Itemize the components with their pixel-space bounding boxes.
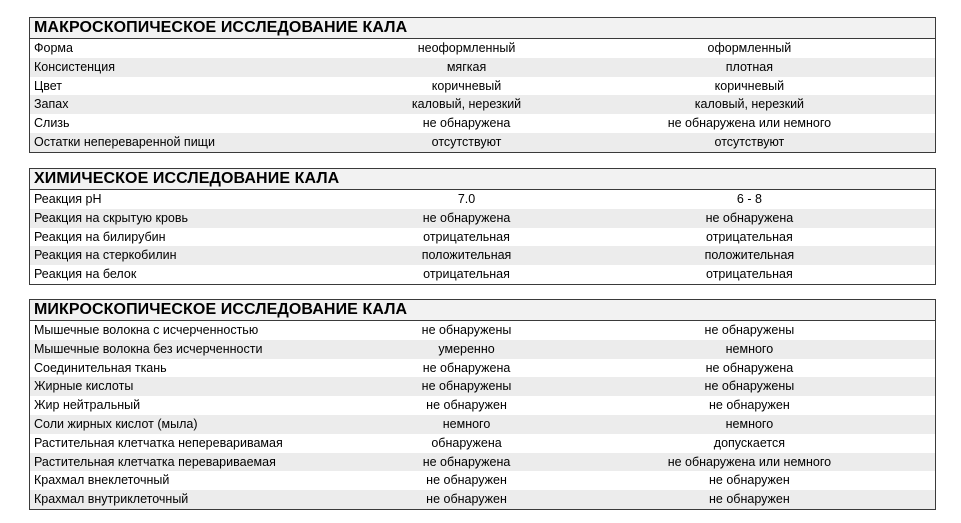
parameter-name: Консистенция (34, 59, 115, 74)
table-row (30, 377, 935, 396)
parameter-name: Мышечные волокна с исчерченностью (34, 323, 259, 337)
result-value: не обнаружена (422, 454, 511, 469)
table-row (30, 359, 935, 378)
parameter-name: Цвет (34, 78, 63, 93)
parameter-name: Соли жирных кислот (мыла) (34, 416, 198, 431)
parameter-name: Реакция на стеркобилин (34, 248, 177, 263)
reference-value: отрицательная (706, 229, 793, 244)
reference-value: допускается (713, 435, 785, 450)
result-value: не обнаружен (426, 492, 507, 507)
results-table (30, 321, 935, 509)
table-row (30, 228, 935, 247)
table-row (30, 190, 935, 209)
result-value: неоформленный (417, 41, 516, 55)
reference-value: не обнаружен (709, 398, 790, 413)
reference-value: коричневый (714, 78, 785, 93)
result-value: не обнаружен (426, 398, 507, 413)
parameter-name: Жирные кислоты (34, 379, 134, 394)
section-macroscopic (29, 17, 936, 153)
parameter-name: Реакция на скрытую кровь (34, 210, 189, 225)
results-table (30, 39, 935, 152)
result-value: обнаружена (431, 435, 502, 450)
table-row (30, 471, 935, 490)
table-row (30, 133, 935, 152)
table-row (30, 453, 935, 472)
table-row (30, 340, 935, 359)
result-value: не обнаружены (421, 323, 512, 337)
result-value: отсутствуют (431, 134, 502, 149)
reference-value: не обнаружены (704, 323, 795, 337)
result-value: мягкая (446, 59, 487, 74)
table-row (30, 434, 935, 453)
section-title: ХИМИЧЕСКОЕ ИССЛЕДОВАНИЕ КАЛА (30, 169, 935, 190)
parameter-name: Реакция на билирубин (34, 229, 166, 244)
reference-value: немного (725, 416, 774, 431)
result-value: коричневый (431, 78, 502, 93)
section-chemical (29, 168, 936, 285)
result-value: не обнаружена (422, 210, 511, 225)
table-row (30, 95, 935, 114)
table-row (30, 39, 935, 58)
table-row (30, 490, 935, 509)
table-row (30, 58, 935, 77)
reference-value: не обнаружена или немного (667, 116, 832, 131)
parameter-name: Запах (34, 97, 69, 112)
result-value: не обнаружен (426, 473, 507, 488)
result-value: не обнаружена (422, 360, 511, 375)
section-title: МАКРОСКОПИЧЕСКОЕ ИССЛЕДОВАНИЕ КАЛА (30, 18, 935, 39)
reference-value: положительная (704, 248, 795, 263)
reference-value: не обнаружена или немного (667, 454, 832, 469)
reference-value: оформленный (707, 41, 792, 55)
result-value: каловый, нерезкий (411, 97, 522, 112)
result-value: положительная (421, 248, 512, 263)
reference-value: немного (725, 341, 774, 356)
parameter-name: Крахмал внеклеточный (34, 473, 170, 488)
parameter-name: Реакция pH (34, 192, 102, 206)
reference-value: отсутствуют (714, 134, 785, 149)
section-microscopic (29, 299, 936, 510)
table-row (30, 321, 935, 340)
parameter-name: Растительная клетчатка непереваривамая (34, 435, 283, 450)
table-row (30, 396, 935, 415)
parameter-name: Жир нейтральный (34, 398, 141, 413)
table-row (30, 415, 935, 434)
reference-value: отрицательная (706, 267, 793, 282)
result-value: немного (442, 416, 491, 431)
parameter-name: Растительная клетчатка перевариваемая (34, 454, 276, 469)
reference-value: не обнаружен (709, 492, 790, 507)
result-value: не обнаружены (421, 379, 512, 394)
table-row (30, 209, 935, 228)
parameter-name: Крахмал внутриклеточный (34, 492, 189, 507)
table-row (30, 246, 935, 265)
table-row (30, 77, 935, 96)
section-title: МИКРОСКОПИЧЕСКОЕ ИССЛЕДОВАНИЕ КАЛА (30, 300, 935, 321)
result-value: не обнаружена (422, 116, 511, 131)
reference-value: 6 - 8 (736, 192, 762, 206)
reference-value: не обнаружена (705, 360, 794, 375)
parameter-name: Остатки непереваренной пищи (34, 134, 215, 149)
parameter-name: Соединительная ткань (34, 360, 167, 375)
reference-value: каловый, нерезкий (694, 97, 805, 112)
parameter-name: Мышечные волокна без исчерченности (34, 341, 263, 356)
reference-value: не обнаружен (709, 473, 790, 488)
result-value: 7.0 (457, 192, 476, 206)
result-value: отрицательная (423, 267, 510, 282)
parameter-name: Реакция на белок (34, 267, 137, 282)
result-value: умеренно (438, 341, 495, 356)
parameter-name: Форма (34, 41, 73, 55)
reference-value: плотная (725, 59, 774, 74)
parameter-name: Слизь (34, 116, 70, 131)
reference-value: не обнаружена (705, 210, 794, 225)
table-row (30, 114, 935, 133)
reference-value: не обнаружены (704, 379, 795, 394)
table-row (30, 265, 935, 284)
result-value: отрицательная (423, 229, 510, 244)
results-table (30, 190, 935, 284)
